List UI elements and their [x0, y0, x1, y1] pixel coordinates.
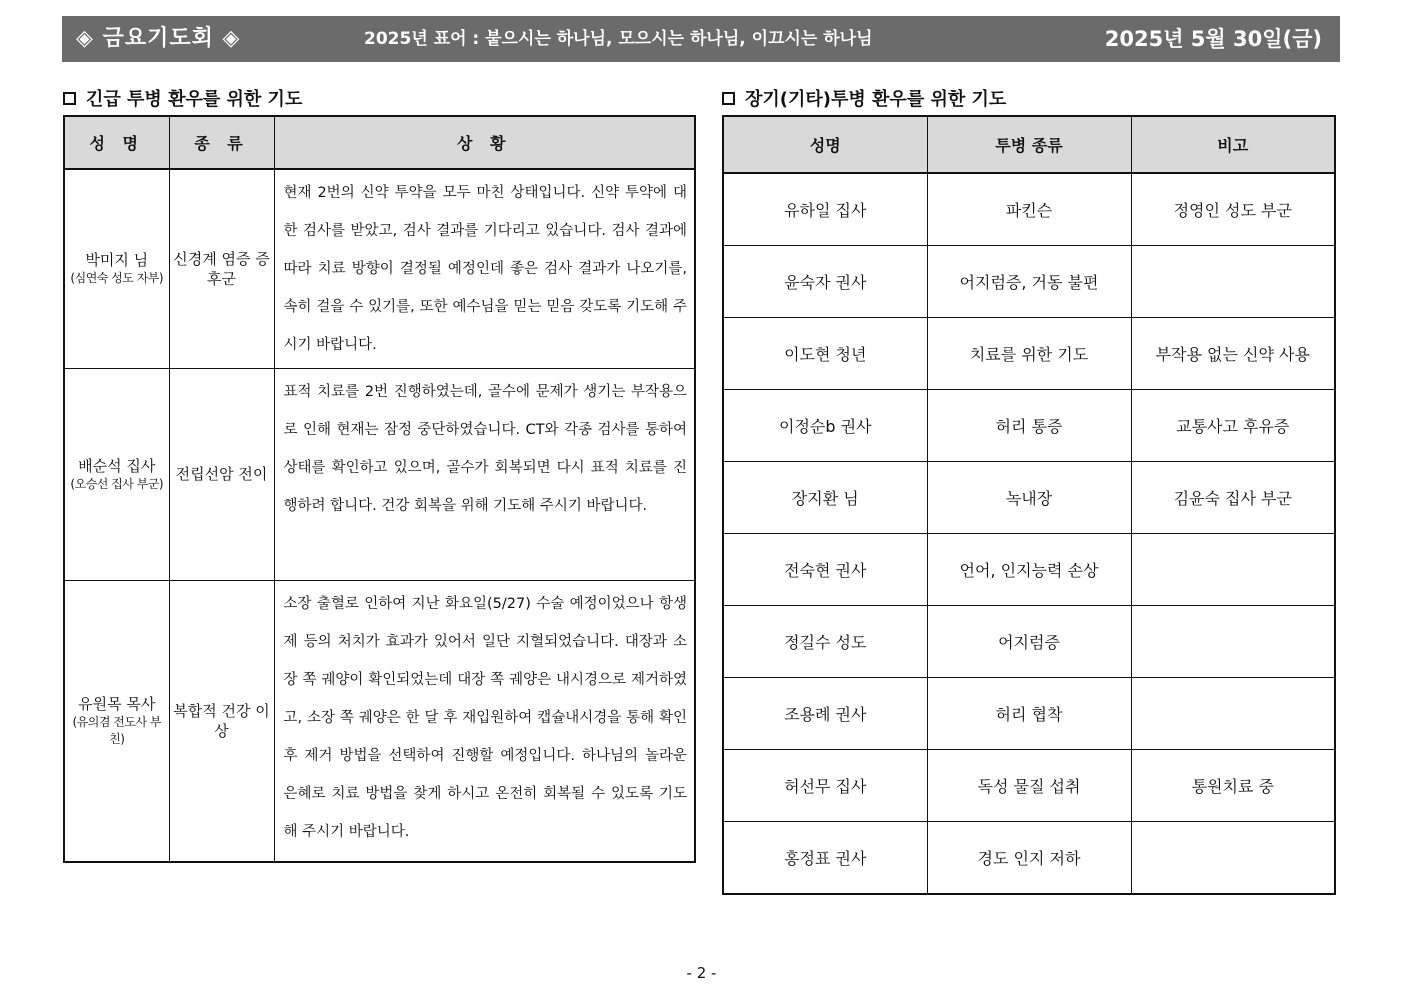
table-row: [723, 390, 1335, 462]
patient-relation: (심연숙 성도 자부): [70, 271, 164, 286]
patient-name-cell: [64, 169, 169, 368]
table-row: [723, 678, 1335, 750]
note: 김윤숙 집사 부군: [1131, 462, 1335, 534]
table-row: [723, 750, 1335, 822]
meeting-title: ◈ 금요기도회 ◈: [76, 26, 241, 51]
patient-name: 유원목 목사: [78, 694, 156, 713]
situation-text: 소장 출혈로 인하여 지난 화요일(5/27) 수술 예정이었으나 항생제 등의 처치가 효과가 있어서 일단 지혈되었습니다. 대장과 소장 쪽 궤양이 확인되었는데 대장 쪽 궤양은 내시경으로 제거하였고, 소장 쪽 궤양은 한 달 후 재입원하여 캡슐내시경을 통해 확인 후 제거 방법을 선택하여 진행할 예정입니다. 하나님의 놀라운 은혜로 치료 방법을 찾게 하시고 온전히 회복될 수 있도록 기도해 주시기 바랍니다.: [274, 580, 695, 862]
longterm-prayer-table: [722, 115, 1336, 895]
patient-name: 윤숙자 권사: [723, 246, 927, 318]
patient-relation: (오승선 집사 부군): [70, 476, 164, 491]
patient-name-cell: [64, 580, 169, 862]
urgent-section-label: 긴급 투병 환우를 위한 기도: [86, 89, 303, 110]
illness-kind: 녹내장: [927, 462, 1131, 534]
patient-name: 이도현 청년: [723, 318, 927, 390]
header-note: 비고: [1131, 116, 1335, 173]
note: 부작용 없는 신약 사용: [1131, 318, 1335, 390]
patient-name: 정길수 성도: [723, 606, 927, 678]
note: [1131, 534, 1335, 606]
illness-kind: 경도 인지 저하: [927, 822, 1131, 895]
illness-kind: 복합적 건강 이상: [169, 580, 274, 862]
checkbox-square-icon: [63, 92, 76, 105]
situation-text: 표적 치료를 2번 진행하였는데, 골수에 문제가 생기는 부작용으로 인해 현재는 잠정 중단하였습니다. CT와 각종 검사를 통하여 상태를 확인하고 있으며, 골수가 회복되면 다시 표적 치료를 진행하려 합니다. 건강 회복을 위해 기도해 주시기 바랍니다.: [274, 368, 695, 580]
patient-name: 유하일 집사: [723, 173, 927, 246]
note: 통원치료 중: [1131, 750, 1335, 822]
illness-kind: 치료를 위한 기도: [927, 318, 1131, 390]
patient-name-cell: [64, 368, 169, 580]
table-row: [723, 318, 1335, 390]
page-number: - 2 -: [686, 964, 717, 982]
header-situation: 상 황: [274, 116, 695, 169]
table-header-row: [723, 116, 1335, 173]
illness-kind: 신경계 염증 증후군: [169, 169, 274, 368]
header-banner: [62, 16, 1340, 62]
meeting-date: 2025년 5월 30일(금): [1104, 27, 1322, 51]
patient-name: 배순석 집사: [78, 456, 156, 475]
note: 정영인 성도 부군: [1131, 173, 1335, 246]
longterm-section-title: [722, 85, 1006, 111]
illness-kind: 어지럼증, 거동 불편: [927, 246, 1131, 318]
header-name: 성 명: [64, 116, 169, 169]
table-row: [723, 534, 1335, 606]
patient-name: 홍정표 권사: [723, 822, 927, 895]
illness-kind: 파킨슨: [927, 173, 1131, 246]
year-motto: 2025년 표어 : 붙으시는 하나님, 모으시는 하나님, 이끄시는 하나님: [364, 29, 873, 49]
table-row: [64, 368, 695, 580]
patient-name: 박미지 님: [85, 251, 149, 270]
illness-kind: 언어, 인지능력 손상: [927, 534, 1131, 606]
table-row: [723, 246, 1335, 318]
patient-name: 전숙현 권사: [723, 534, 927, 606]
header-kind: 투병 종류: [927, 116, 1131, 173]
illness-kind: 허리 통증: [927, 390, 1131, 462]
header-name: 성명: [723, 116, 927, 173]
patient-name: 장지환 님: [723, 462, 927, 534]
patient-name: 허선무 집사: [723, 750, 927, 822]
patient-name: 조용례 권사: [723, 678, 927, 750]
illness-kind: 독성 물질 섭취: [927, 750, 1131, 822]
note: 교통사고 후유증: [1131, 390, 1335, 462]
illness-kind: 전립선암 전이: [169, 368, 274, 580]
illness-kind: 허리 협착: [927, 678, 1131, 750]
note: [1131, 822, 1335, 895]
urgent-prayer-table: [63, 115, 696, 863]
table-row: [723, 606, 1335, 678]
table-row: [64, 169, 695, 368]
table-row: [64, 580, 695, 862]
urgent-section-title: [63, 85, 302, 111]
checkbox-square-icon: [722, 92, 735, 105]
note: [1131, 246, 1335, 318]
situation-text: 현재 2번의 신약 투약을 모두 마친 상태입니다. 신약 투약에 대한 검사를 받았고, 검사 결과를 기다리고 있습니다. 검사 결과에 따라 치료 방향이 결정될 예정인데 좋은 검사 결과가 나오기를, 속히 걸을 수 있기를, 또한 예수님을 믿는 믿음 갖도록 기도해 주시기 바랍니다.: [274, 169, 695, 368]
longterm-section-label: 장기(기타)투병 환우를 위한 기도: [745, 89, 1007, 110]
table-header-row: [64, 116, 695, 169]
table-row: [723, 173, 1335, 246]
illness-kind: 어지럼증: [927, 606, 1131, 678]
patient-name: 이정순b 권사: [723, 390, 927, 462]
table-row: [723, 462, 1335, 534]
table-row: [723, 822, 1335, 895]
note: [1131, 606, 1335, 678]
note: [1131, 678, 1335, 750]
header-kind: 종 류: [169, 116, 274, 169]
patient-relation: (유의겸 전도사 부친): [72, 714, 161, 746]
